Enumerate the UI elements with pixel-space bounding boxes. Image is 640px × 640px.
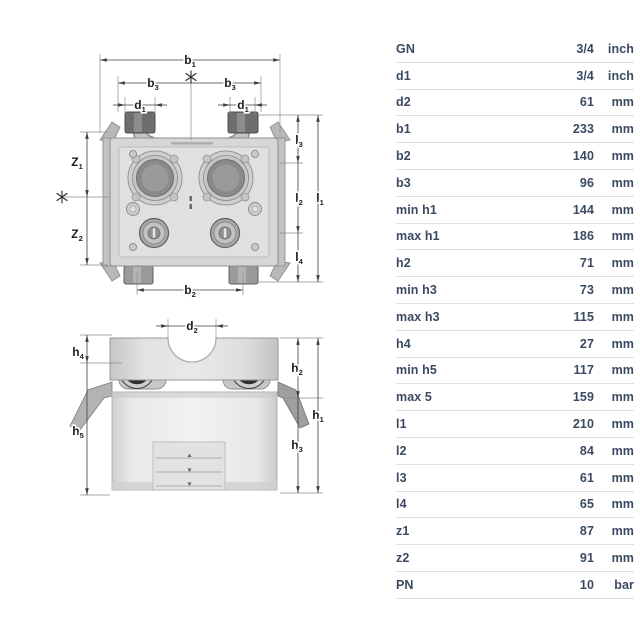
row-value: 159: [572, 390, 594, 405]
dim-label-b1: $b_1$: [184, 53, 196, 69]
table-row: [396, 90, 634, 117]
row-unit: mm: [611, 551, 634, 566]
row-unit: inch: [607, 41, 634, 56]
row-unit: mm: [611, 149, 634, 164]
screw-top-left: [129, 150, 136, 157]
row-value: 186: [572, 229, 594, 244]
row-label: l3: [396, 470, 407, 485]
dim-label-h5: $h_5$: [72, 424, 84, 440]
row-value: 96: [579, 175, 594, 190]
row-label: PN: [396, 577, 414, 592]
table-row: [396, 465, 634, 492]
valve-spindle-left: [140, 219, 169, 248]
table-row: [396, 572, 634, 599]
table-row: [396, 518, 634, 545]
union-nut-top-left-facet: [134, 113, 142, 132]
row-label: l2: [396, 443, 407, 458]
row-value: 61: [579, 95, 594, 110]
row-unit: mm: [611, 443, 634, 458]
box-top-shadow: [112, 392, 277, 398]
dim-label-l3: $l_3$: [295, 133, 303, 149]
front-view: [70, 338, 309, 490]
valve-spindle-right: [211, 219, 240, 248]
spec-table: [396, 36, 634, 599]
row-label: b2: [396, 149, 411, 164]
row-label: d2: [396, 95, 411, 110]
boss-left-center: [130, 206, 136, 212]
row-label: h4: [396, 336, 411, 351]
row-value: 87: [579, 524, 594, 539]
dim-label-b3-left: $b_3$: [147, 76, 159, 92]
reference-star-top-icon: [186, 71, 196, 83]
row-unit: mm: [611, 363, 634, 378]
brand-embossing: [171, 142, 213, 145]
dim-label-b2: $b_2$: [184, 283, 196, 299]
row-unit: inch: [607, 68, 634, 83]
table-row: [396, 36, 634, 63]
table-row: [396, 143, 634, 170]
row-label: min h1: [396, 202, 437, 217]
screw-bottom-left: [129, 243, 136, 250]
top-view: [100, 112, 290, 284]
boss-right-center: [252, 206, 258, 212]
dim-label-d2: $d_2$: [186, 319, 198, 335]
row-label: l1: [396, 417, 407, 432]
dim-label-h4: $h_4$: [72, 345, 84, 361]
dim-label-h1: $h_1$: [312, 408, 324, 424]
row-unit: mm: [611, 497, 634, 512]
row-unit: mm: [611, 122, 634, 137]
row-unit: mm: [611, 470, 634, 485]
row-value: 140: [572, 149, 594, 164]
dim-label-z2: $Z_2$: [71, 227, 83, 243]
table-row: [396, 545, 634, 572]
mounting-plate: [110, 338, 278, 380]
row-value: 117: [573, 363, 594, 378]
union-nut-bottom-right-facet: [238, 267, 246, 283]
row-value: 233: [572, 122, 594, 137]
row-value: 61: [579, 470, 594, 485]
row-unit: mm: [611, 524, 634, 539]
row-value: 3/4: [576, 68, 594, 83]
row-label: GN: [396, 41, 415, 56]
row-value: 27: [579, 336, 594, 351]
table-row: [396, 358, 634, 385]
row-label: h2: [396, 256, 411, 271]
dim-label-b3-right: $b_3$: [224, 76, 236, 92]
table-row: [396, 438, 634, 465]
table-row: [396, 277, 634, 304]
table-row: [396, 170, 634, 197]
row-value: 91: [579, 551, 594, 566]
table-row: [396, 384, 634, 411]
row-label: d1: [396, 68, 411, 83]
table-row: [396, 331, 634, 358]
row-unit: mm: [611, 390, 634, 405]
row-unit: mm: [611, 417, 634, 432]
table-row: [396, 224, 634, 251]
row-unit: mm: [611, 256, 634, 271]
table-row: [396, 304, 634, 331]
dim-label-h2: $h_2$: [291, 361, 303, 377]
row-value: 115: [573, 309, 594, 324]
row-value: 210: [572, 417, 594, 432]
row-label: b1: [396, 122, 411, 137]
row-value: 84: [579, 443, 594, 458]
row-value: 10: [579, 577, 594, 592]
row-value: 71: [579, 256, 594, 271]
row-label: z2: [396, 551, 410, 566]
row-label: max h3: [396, 309, 440, 324]
table-row: [396, 116, 634, 143]
row-label: max 5: [396, 390, 432, 405]
row-value: 73: [579, 283, 594, 298]
dim-label-d1-right: $d_1$: [237, 98, 249, 114]
table-row: [396, 250, 634, 277]
row-label: z1: [396, 524, 410, 539]
screw-bottom-right: [251, 243, 258, 250]
row-value: 144: [572, 202, 594, 217]
screw-top-right: [251, 150, 258, 157]
table-row: [396, 411, 634, 438]
union-nut-top-right-facet: [237, 113, 245, 132]
row-unit: mm: [611, 229, 634, 244]
row-unit: mm: [611, 283, 634, 298]
row-label: max h1: [396, 229, 440, 244]
row-unit: mm: [611, 309, 634, 324]
table-row: [396, 63, 634, 90]
row-label: b3: [396, 175, 411, 190]
dim-label-d1-left: $d_1$: [134, 98, 146, 114]
row-label: min h5: [396, 363, 437, 378]
row-unit: mm: [611, 202, 634, 217]
row-unit: mm: [611, 175, 634, 190]
row-label: l4: [396, 497, 407, 512]
dim-label-l4: $l_4$: [295, 250, 303, 266]
mounting-wing-right: [278, 382, 309, 428]
row-unit: mm: [611, 95, 634, 110]
dim-label-l1: $l_1$: [316, 191, 324, 207]
row-label: min h3: [396, 283, 437, 298]
row-value: 3/4: [576, 41, 594, 56]
table-row: [396, 492, 634, 519]
row-unit: bar: [614, 577, 634, 592]
center-mark-upper: [190, 196, 192, 201]
dim-label-z1: $Z_1$: [71, 155, 83, 171]
bayonet-port-right: [199, 151, 253, 205]
center-mark-lower: [190, 204, 192, 209]
mounting-wing-left: [70, 382, 112, 430]
dim-label-h3: $h_3$: [291, 438, 303, 454]
table-row: [396, 197, 634, 224]
bayonet-port-left: [128, 151, 182, 205]
label-plate: [153, 442, 225, 490]
row-unit: mm: [611, 336, 634, 351]
dim-label-l2: $l_2$: [295, 191, 303, 207]
row-value: 65: [579, 497, 594, 512]
